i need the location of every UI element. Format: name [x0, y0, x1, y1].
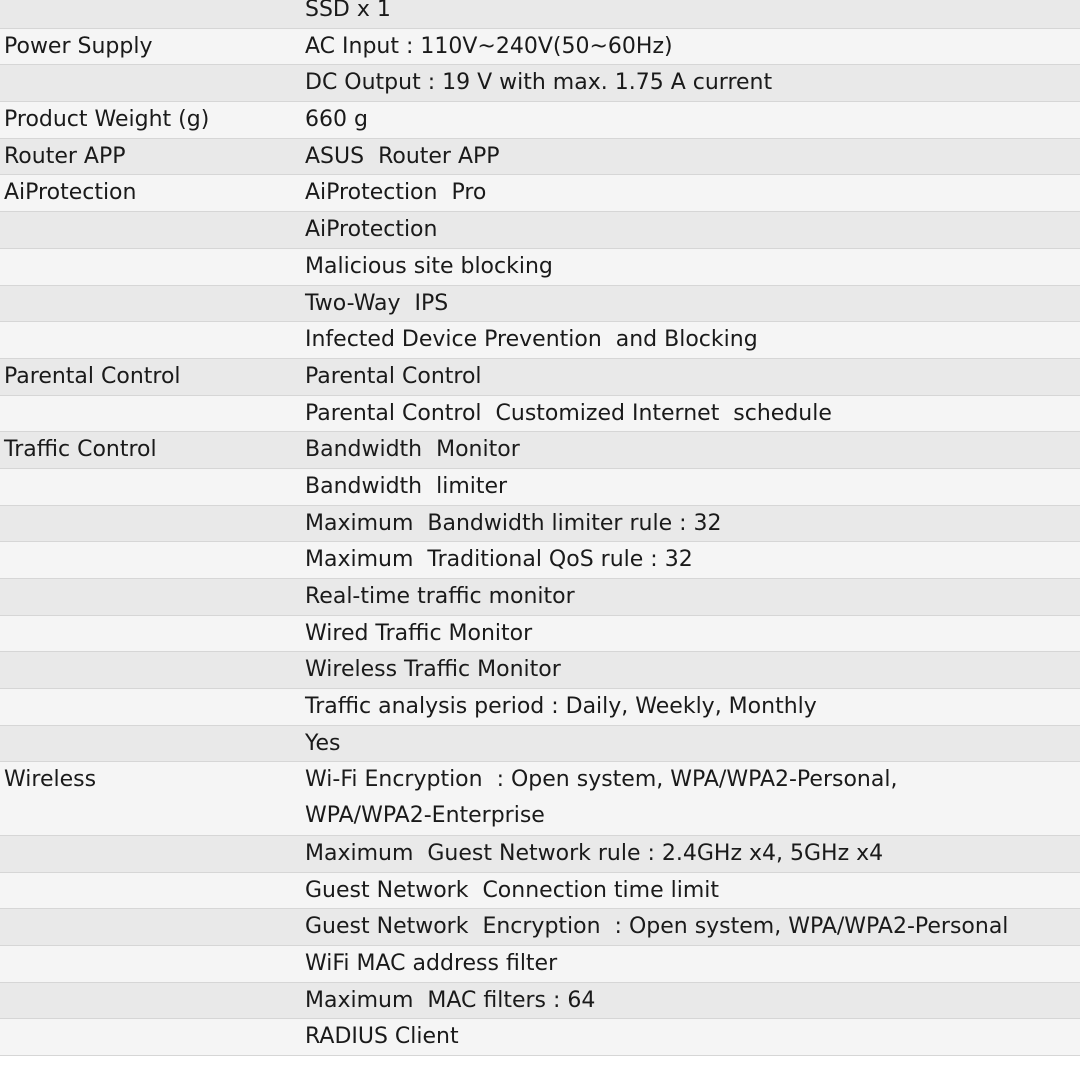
row-value: Two-Way IPS [305, 290, 449, 316]
row-value: AC Input : 110V~240V(50~60Hz) [305, 33, 673, 59]
row-label [0, 946, 295, 982]
table-row [0, 139, 1080, 176]
row-label: Power Supply [4, 33, 153, 59]
row-value: Wired Traffic Monitor [305, 620, 533, 646]
row-value: Maximum Traditional QoS rule : 32 [305, 547, 693, 573]
table-row [0, 983, 1080, 1020]
table-row [0, 212, 1080, 249]
table-row [0, 689, 1080, 726]
row-value: Bandwidth limiter [305, 473, 508, 499]
row-label [0, 689, 295, 725]
row-label: Product Weight (g) [4, 107, 210, 133]
table-row [0, 175, 1080, 212]
row-label [0, 542, 295, 578]
row-label: AiProtection [4, 180, 137, 206]
table-row [0, 396, 1080, 433]
table-row [0, 616, 1080, 653]
table-row [0, 29, 1080, 66]
row-label: Traffic Control [4, 437, 157, 463]
table-row [0, 873, 1080, 910]
row-value: Maximum Bandwidth limiter rule : 32 [305, 510, 722, 536]
table-row [0, 652, 1080, 689]
row-label [0, 0, 295, 28]
table-row [0, 249, 1080, 286]
row-label [0, 506, 295, 542]
row-label [0, 65, 295, 101]
table-row [0, 542, 1080, 579]
table-row [0, 359, 1080, 396]
row-label [0, 616, 295, 652]
table-row [0, 946, 1080, 983]
row-value: Maximum Guest Network rule : 2.4GHz x4, 5GHz x4 [305, 840, 884, 866]
row-value: Wireless Traffic Monitor [305, 657, 561, 683]
row-label [0, 836, 295, 872]
row-label [0, 726, 295, 762]
row-value: Parental Control Customized Internet schedule [305, 400, 832, 426]
table-row [0, 1019, 1080, 1056]
row-label [0, 396, 295, 432]
row-label [0, 1019, 295, 1055]
row-value: Guest Network Encryption : Open system, WPA/WPA2-Personal [305, 914, 1009, 940]
row-label [0, 909, 295, 945]
row-value: 660 g [305, 107, 368, 133]
row-value: Yes [305, 730, 341, 756]
row-value: WiFi MAC address filter [305, 950, 558, 976]
row-label [0, 286, 295, 322]
row-label [0, 873, 295, 909]
row-label: Router APP [4, 143, 126, 169]
row-label [0, 469, 295, 505]
table-row [0, 909, 1080, 946]
table-row [0, 579, 1080, 616]
row-value: Maximum MAC filters : 64 [305, 987, 596, 1013]
row-label: Wireless [4, 767, 97, 793]
table-row [0, 102, 1080, 139]
row-label [0, 579, 295, 615]
row-value: Bandwidth Monitor [305, 437, 520, 463]
row-value: AiProtection [305, 217, 438, 243]
table-row [0, 836, 1080, 873]
row-label: Parental Control [4, 363, 181, 389]
table-row [0, 469, 1080, 506]
row-value: Traffic analysis period : Daily, Weekly, Monthly [305, 694, 817, 720]
row-value: SSD x 1 [305, 0, 391, 22]
row-value: ASUS Router APP [305, 143, 500, 169]
row-value: Parental Control [305, 363, 482, 389]
row-label [0, 652, 295, 688]
row-label [0, 212, 295, 248]
table-row [0, 322, 1080, 359]
row-value: Guest Network Connection time limit [305, 877, 720, 903]
row-value: Malicious site blocking [305, 253, 553, 279]
row-label [0, 322, 295, 358]
row-value: AiProtection Pro [305, 180, 487, 206]
table-row [0, 286, 1080, 323]
table-row [0, 432, 1080, 469]
row-value: Real-time traffic monitor [305, 584, 575, 609]
row-value: DC Output : 19 V with max. 1.75 A current [305, 70, 773, 96]
table-row [0, 65, 1080, 102]
row-value: RADIUS Client [305, 1024, 459, 1050]
row-label [0, 983, 295, 1019]
row-label [0, 249, 295, 285]
row-value: Infected Device Prevention and Blocking [305, 327, 758, 353]
table-row [0, 726, 1080, 763]
row-value: Wi-Fi Encryption : Open system, WPA/WPA2-Personal, WPA/WPA2-Enterprise [305, 767, 898, 829]
table-row [0, 762, 1080, 835]
table-row [0, 506, 1080, 543]
table-row [0, 0, 1080, 29]
